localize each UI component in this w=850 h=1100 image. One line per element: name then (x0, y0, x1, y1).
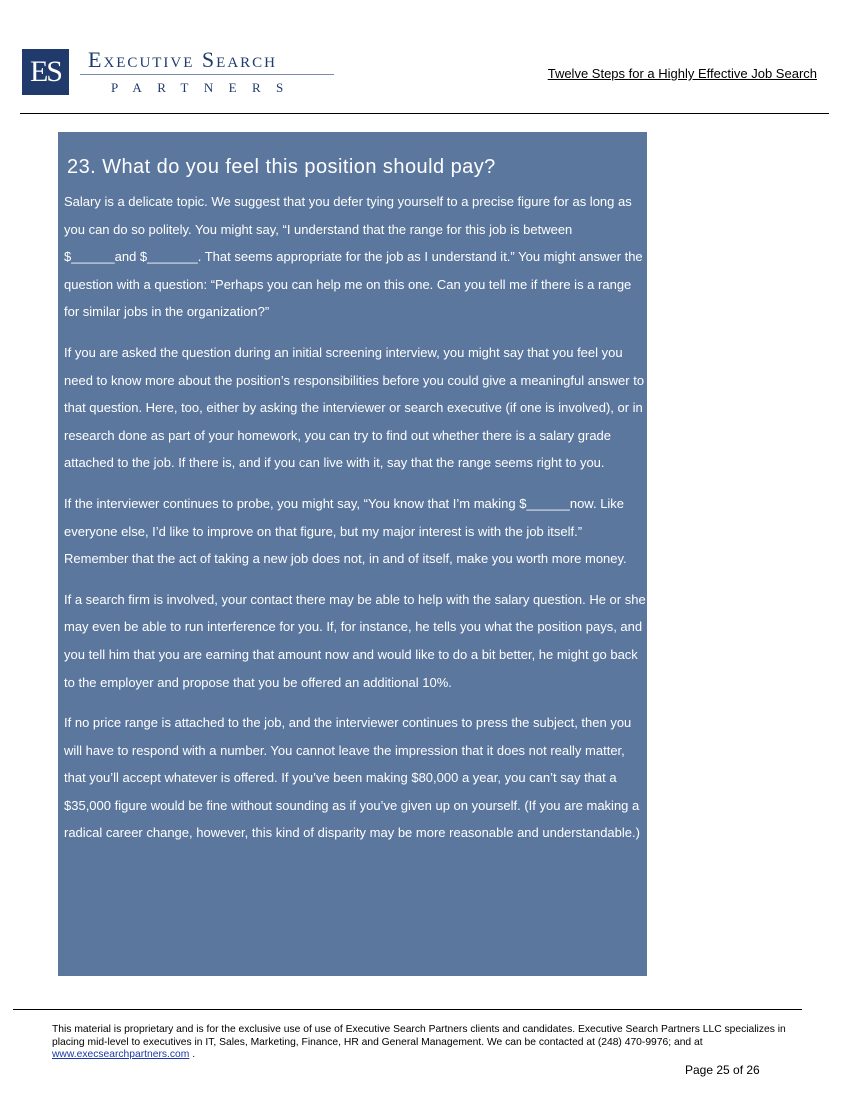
paragraph-4: If a search firm is involved, your contact there may be able to help with the salary question. He or she may even be able to run interference for you. If, for instance, he tells you what the position pays, and you tell him that you are earning that amount now and would like to do a bit better, he might go back to the employer and propose that you be offered an additional 10%. (64, 591, 646, 690)
website-link[interactable]: www.execsearchpartners.com (52, 1049, 190, 1060)
logo-subtitle: PARTNERS (111, 80, 299, 95)
page-number: Page 25 of 26 (685, 1063, 760, 1077)
footer-note (52, 1024, 797, 1062)
logo-name: Executive Search (88, 47, 277, 72)
paragraph-5: If no price range is attached to the job, and the interviewer continues to press the subject, then you will have to respond with a number. You cannot leave the impression that it does not really matter, that you’ll accept whatever is offered. If you’ve been making $80,000 a year, you can’t say that a $35,000 figure would be fine without sounding as if you’ve given up on yourself. (If you are making a radical career change, however, this kind of disparity may be more reasonable and understandable.) (64, 715, 640, 841)
content-panel (58, 132, 647, 976)
paragraph-1: Salary is a delicate topic. We suggest that you defer tying yourself to a precise figure for as long as you can do so politely. You might say, “I understand that the range for this job is between $______and $_______. That seems appropriate for the job as I understand it.” You might answer the question with a question: “Perhaps you can help me on this one. Can you tell me if there is a range for similar jobs in the organization?” (64, 194, 643, 320)
document-title[interactable]: Twelve Steps for a Highly Effective Job Search (547, 66, 817, 81)
logo-divider (80, 74, 334, 75)
footer-text: This material is proprietary and is for the exclusive use of use of Executive Search Partners clients and candidates. Executive Search Partners LLC specializes in placing mid-level to executives in IT, Sales, Marketing, Finance, HR and General Management. We can be contacted at (248) 470-9976; and at (52, 1024, 786, 1048)
logo-mark: ES (22, 49, 69, 95)
header-divider (20, 113, 829, 114)
footer-suffix: . (192, 1049, 196, 1060)
paragraph-2: If you are asked the question during an initial screening interview, you might say that you feel you need to know more about the position’s responsibilities before you could give a meaningful answer to that question. Here, too, either by asking the interviewer or search executive (if one is involved), or in research done as part of your homework, you can try to find out whether there is a salary grade attached to the job. If there is, and if you can live with it, say that the range seems right to you. (64, 344, 645, 471)
footer-divider (13, 1009, 802, 1010)
section-heading: 23. What do you feel this position should pay? (67, 156, 496, 178)
paragraph-3: If the interviewer continues to probe, you might say, “You know that I’m making $______now. Like everyone else, I’d like to improve on that figure, but my major interest is with the job itself.” Remember that the act of taking a new job does not, in and of itself, make you worth more money. (64, 495, 627, 567)
